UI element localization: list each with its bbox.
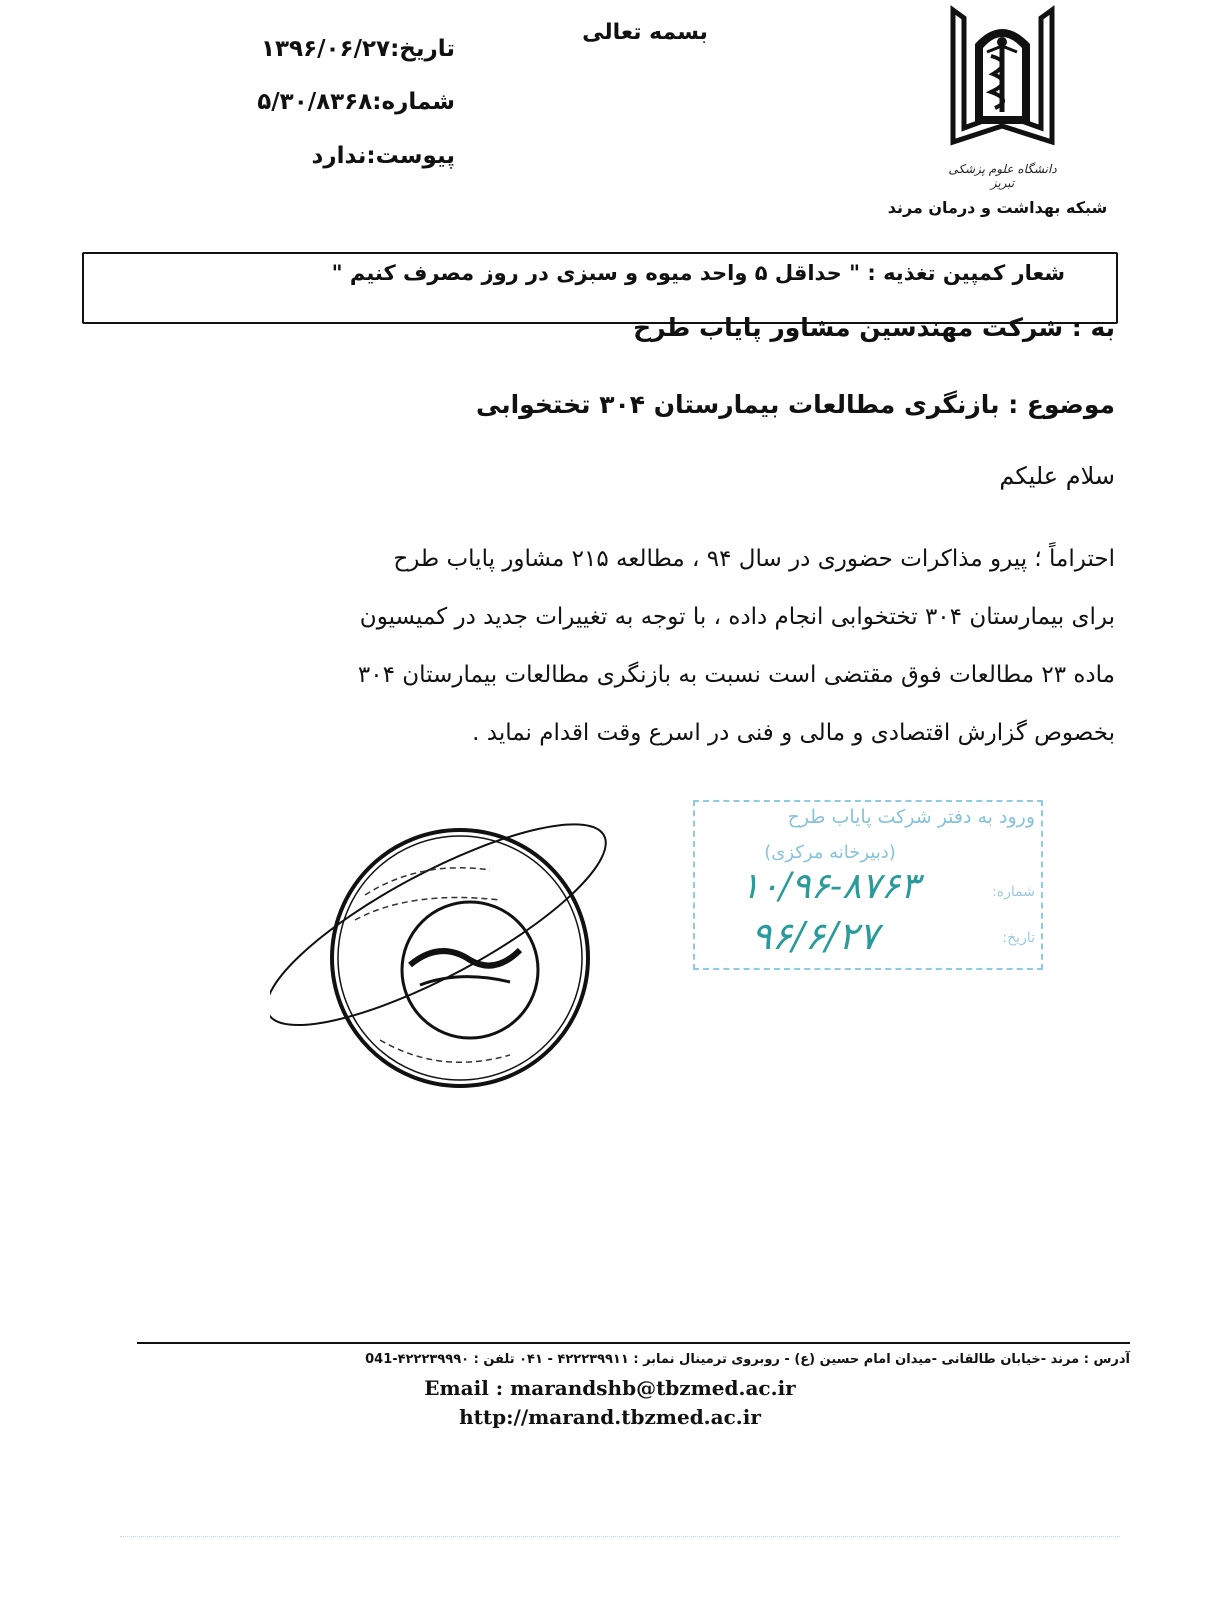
letter-attachment: پیوست:ندارد: [311, 143, 455, 169]
official-seal: [270, 800, 640, 1110]
body-line: احتراماً ؛ پیرو مذاکرات حضوری در سال ۹۴ ، مطالعه ۲۱۵ مشاور پایاب طرح: [393, 546, 1115, 572]
body-line: برای بیمارستان ۳۰۴ تختخوابی انجام داده ، با توجه به تغییرات جدید در کمیسیون: [359, 604, 1115, 630]
footer-divider: [137, 1342, 1130, 1344]
organization-name: شبکه بهداشت و درمان مرند: [887, 198, 1108, 217]
scan-artifact-line: [120, 1536, 1120, 1538]
greeting: سلام علیکم: [999, 462, 1115, 490]
body-line: ماده ۲۳ مطالعات فوق مقتضی است نسبت به بازنگری مطالعات بیمارستان ۳۰۴: [357, 662, 1115, 688]
footer-email: Email : marandshb@tbzmed.ac.ir: [424, 1376, 796, 1400]
subject-line: موضوع : بازنگری مطالعات بیمارستان ۳۰۴ تختخوابی: [475, 390, 1115, 419]
slogan-text: شعار کمپین تغذیه : " حداقل ۵ واحد میوه و سبزی در روز مصرف کنیم ": [331, 261, 1065, 285]
letter-number: شماره:۵/۳۰/۸۳۶۸: [257, 89, 455, 115]
letter-date: تاریخ:۱۳۹۶/۰۶/۲۷: [260, 36, 455, 62]
receipt-number: ۱۰/۹۶-۸۷۶۳: [740, 866, 920, 907]
letter-body: [125, 530, 1115, 762]
logo-caption: دانشگاه علوم پزشکی تبریز: [948, 162, 1057, 190]
receipt-date: ۹۶/۶/۲۷: [751, 914, 879, 958]
seal-stamp-icon: [270, 800, 640, 1110]
body-line: بخصوص گزارش اقتصادی و مالی و فنی در اسرع وقت اقدام نماید .: [472, 720, 1115, 746]
receipt-date-label: تاریخ:: [1002, 930, 1035, 946]
receipt-stamp-title: ورود به دفتر شرکت پایاب طرح: [787, 806, 1035, 828]
university-emblem-icon: [945, 4, 1060, 154]
receipt-number-label: شماره:: [992, 884, 1035, 900]
basmala: بسمه تعالی: [582, 20, 708, 45]
university-logo: [945, 4, 1060, 154]
footer-address: آدرس : مرند -خیابان طالقانی -میدان امام حسین (ع) - روبروی ترمینال نمابر : ۴۲۲۲۳۹۹۱۱ - ۰۴۱ تلفن : ۴۲۲۲۳۹۹۹۰-041: [365, 1352, 1130, 1367]
receipt-stamp-subtitle: (دبیرخانه مرکزی): [764, 842, 896, 863]
footer-website: http://marand.tbzmed.ac.ir: [459, 1405, 761, 1429]
recipient-line: به : شرکت مهندسین مشاور پایاب طرح: [633, 313, 1115, 342]
